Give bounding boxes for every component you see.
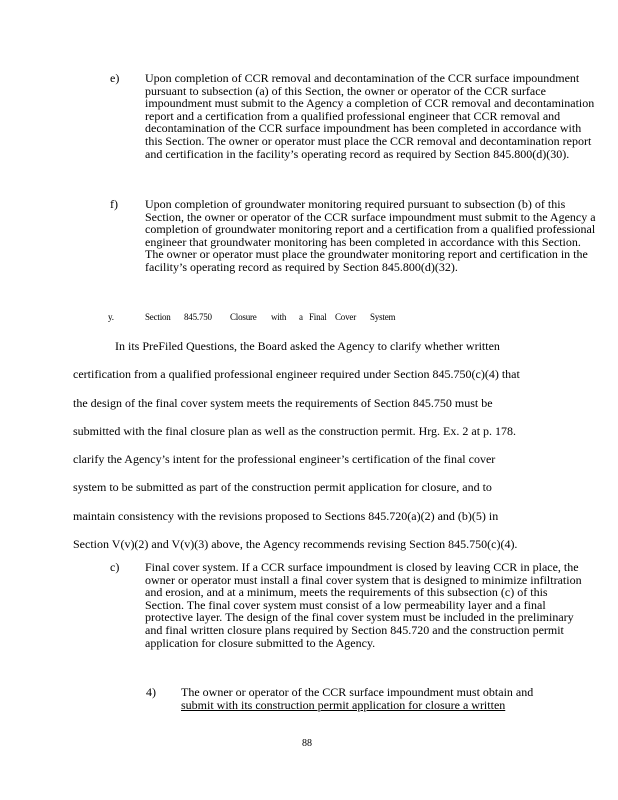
section-heading-word: a — [299, 312, 303, 322]
body-line: In its PreFiled Questions, the Board asked the Agency to clarify whether written — [115, 339, 500, 353]
body-paragraph — [73, 332, 573, 558]
section-heading-word: with — [271, 312, 287, 322]
section-heading-word: Section — [145, 312, 171, 322]
body-line: the design of the final cover system meets the requirements of Section 845.750 must be — [73, 395, 493, 410]
item-c-text: Final cover system. If a CCR surface impoundment is closed by leaving CCR in place, the owner or operator must install a final cover system that is designed to minimize infiltration and erosion, and at a minimum, meets the requirements of this subsection (c) of this Section. The final cover system must consist of a low permeability layer and a final protective layer. The design of the final cover system must be included in the preliminary and final written closure plans required by Section 845.720 and the construction permit application for closure submitted to the Agency. — [145, 560, 582, 650]
item-e-label: e) — [110, 71, 120, 85]
item-e-text: Upon completion of CCR removal and decontamination of the CCR surface impoundment pursuant to subsection (a) of this Section, the owner or operator of the CCR surface impoundment must submit to the Agency a completion of CCR removal and decontamination report and a certification from a qualified professional engineer that CCR removal and decontamination of the CCR surface impoundment has been completed in accordance with this Section. The owner or operator must place the CCR removal and decontamination report and certification in the facility’s operating record as required by Section 845.800(d)(30). — [145, 71, 595, 161]
body-line: system to be submitted as part of the construction permit application for closure, and to — [73, 480, 492, 495]
section-heading-label: y. — [108, 312, 114, 322]
item-f-text: Upon completion of groundwater monitoring required pursuant to subsection (b) of this Section, the owner or operator of the CCR surface impoundment must submit to the Agency a completion of groundwater monitoring report and a certification from a qualified professional engineer that groundwater monitoring has been completed in accordance with this Section. The owner or operator must place the groundwater monitoring report and certification in the facility’s operating record as required by Section 845.800(d)(32). — [145, 197, 596, 274]
item-4-label: 4) — [146, 685, 156, 699]
section-heading-word: Closure — [230, 312, 257, 322]
item-f-label: f) — [110, 197, 118, 211]
section-heading-word: System — [370, 312, 396, 322]
item-4-line1: The owner or operator of the CCR surface impoundment must obtain and — [181, 685, 534, 699]
body-line: Section V(v)(2) and V(v)(3) above, the Agency recommends revising Section 845.750(c)(4). — [73, 537, 518, 552]
section-heading-word: 845.750 — [184, 312, 212, 322]
section-heading-word: Final — [309, 312, 327, 322]
section-heading-word: Cover — [335, 312, 356, 322]
body-line: certification from a qualified professional engineer required under Section 845.750(c)(4) that — [73, 367, 520, 382]
section-heading — [108, 312, 408, 324]
body-line: clarify the Agency’s intent for the professional engineer’s certification of the final cover — [73, 452, 496, 467]
body-line: submitted with the final closure plan as well as the construction permit. Hrg. Ex. 2 at p. 178. — [73, 423, 517, 438]
item-c-label: c) — [110, 560, 120, 574]
item-4-line2: submit with its construction permit application for closure a written — [181, 698, 506, 712]
body-line: maintain consistency with the revisions proposed to Sections 845.720(a)(2) and (b)(5) in — [73, 508, 499, 523]
page-number: 88 — [302, 738, 312, 749]
